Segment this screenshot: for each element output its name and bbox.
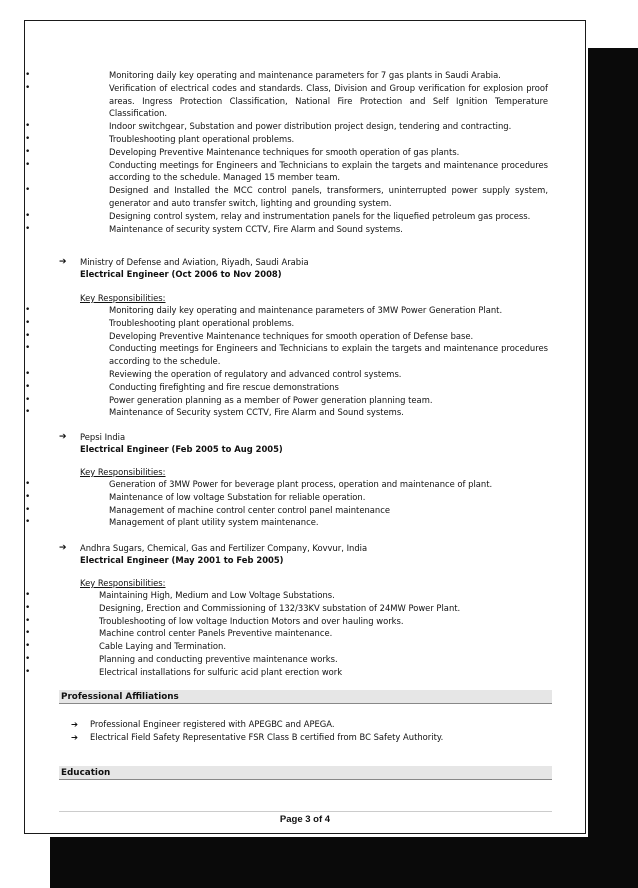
list-item: • Management of plant utility system maintenance. (25, 517, 319, 528)
list-item: • Maintenance of Security system CCTV, Fire Alarm and Sound systems. (25, 407, 404, 418)
list-item: • Verification of electrical codes and standards. Class, Division and Group verification for explosion proof areas. Ingress Protection Classification, National Fire Protection and Self Ignition Temperature Classification. (25, 82, 548, 119)
bullet-icon: • (25, 223, 31, 234)
footer-divider (59, 811, 552, 812)
responsibilities-list (25, 589, 585, 679)
bullet-icon: • (25, 70, 31, 80)
bullet-icon: • (25, 317, 31, 328)
job-title: Electrical Engineer (May 2001 to Feb 2005) (80, 555, 284, 565)
list-item: • Designing, Erection and Commissioning of 132/33KV substation of 24MW Power Plant. (25, 602, 461, 613)
list-item: • Generation of 3MW Power for beverage plant process, operation and maintenance of plant. (25, 479, 493, 489)
list-item: • Troubleshooting plant operational problems. (25, 317, 295, 328)
bullet-icon: • (25, 628, 31, 639)
continued-responsibilities-list (25, 69, 585, 235)
arrow-icon: ➔ (59, 257, 67, 267)
list-item: • Conducting meetings for Engineers and Technicians to explain the targets and maintenance procedures according to the schedule. (25, 343, 548, 367)
list-item: • Monitoring daily key operating and maintenance parameters of 3MW Power Generation Plant. (25, 305, 503, 315)
responsibilities-list (25, 304, 585, 419)
list-item: • Power generation planning as a member of Power generation planning team. (25, 394, 433, 405)
section-header-education: Education (59, 766, 552, 780)
page-number: Page 3 of 4 (279, 814, 331, 825)
bullet-icon: • (25, 330, 31, 341)
bullet-icon: • (25, 666, 31, 677)
bullet-icon: • (25, 133, 31, 144)
page-shadow-bottom (50, 837, 638, 888)
list-item: • Maintenance of low voltage Substation for reliable operation. (25, 491, 366, 502)
bullet-icon: • (25, 381, 31, 392)
employer-name: Pepsi India (80, 432, 126, 442)
bullet-icon: • (25, 121, 31, 132)
page-shadow-right (588, 48, 638, 888)
bullet-icon: • (25, 590, 31, 600)
employer-name: Andhra Sugars, Chemical, Gas and Fertilizer Company, Kovvur, India (80, 543, 368, 553)
bullet-icon: • (25, 185, 31, 196)
list-item: • Conducting meetings for Engineers and Technicians to explain the targets and maintenance procedures according to the schedule. Managed 15 member team. (25, 159, 548, 183)
job-title: Electrical Engineer (Oct 2006 to Nov 2008) (80, 269, 282, 279)
bullet-icon: • (25, 504, 31, 515)
section-header-affiliations: Professional Affiliations (59, 690, 552, 704)
key-responsibilities-label: Key Responsibilities: (80, 293, 166, 303)
bullet-icon: • (25, 517, 31, 528)
bullet-icon: • (25, 305, 31, 315)
arrow-icon: ➔ (71, 732, 79, 742)
arrow-icon: ➔ (71, 719, 79, 729)
bullet-icon: • (25, 479, 31, 489)
list-item: • Planning and conducting preventive maintenance works. (25, 653, 338, 664)
list-item: • Machine control center Panels Preventive maintenance. (25, 628, 333, 639)
list-item: • Cable Laying and Termination. (25, 641, 226, 652)
list-item: • Troubleshooting plant operational problems. (25, 133, 295, 144)
arrow-icon: ➔ (59, 543, 67, 553)
affiliations-list (25, 718, 585, 744)
bullet-icon: • (25, 146, 31, 157)
list-item: ➔ Professional Engineer registered with APEGBC and APEGA. (71, 719, 335, 729)
bullet-icon: • (25, 394, 31, 405)
list-item: • Reviewing the operation of regulatory and advanced control systems. (25, 368, 402, 379)
list-item: • Developing Preventive Maintenance techniques for smooth operation of gas plants. (25, 146, 460, 157)
bullet-icon: • (25, 615, 31, 626)
key-responsibilities-label: Key Responsibilities: (80, 578, 166, 588)
list-item: • Conducting firefighting and fire rescue demonstrations (25, 381, 339, 392)
bullet-icon: • (25, 210, 31, 221)
job-title: Electrical Engineer (Feb 2005 to Aug 2005) (80, 444, 283, 454)
list-item: • Indoor switchgear, Substation and power distribution project design, tendering and contracting. (25, 121, 512, 132)
list-item: • Electrical installations for sulfuric acid plant erection work (25, 666, 343, 677)
key-responsibilities-label: Key Responsibilities: (80, 467, 166, 477)
responsibilities-list (25, 478, 585, 529)
list-item: • Maintaining High, Medium and Low Voltage Substations. (25, 590, 335, 600)
bullet-icon: • (25, 602, 31, 613)
list-item: • Monitoring daily key operating and maintenance parameters for 7 gas plants in Saudi Arabia. (25, 70, 501, 80)
employer-name: Ministry of Defense and Aviation, Riyadh, Saudi Arabia (80, 257, 309, 267)
bullet-icon: • (25, 343, 31, 354)
list-item: • Designed and Installed the MCC control panels, transformers, uninterrupted power supply system, generator and auto transfer switch, lighting and grounding system. (25, 185, 548, 208)
arrow-icon: ➔ (59, 432, 67, 442)
list-item: • Maintenance of security system CCTV, Fire Alarm and Sound systems. (25, 223, 403, 234)
bullet-icon: • (25, 491, 31, 502)
list-item: ➔ Electrical Field Safety Representative FSR Class B certified from BC Safety Authority. (71, 732, 444, 742)
document-page (24, 20, 586, 834)
bullet-icon: • (25, 368, 31, 379)
bullet-icon: • (25, 407, 31, 418)
bullet-icon: • (25, 159, 31, 170)
bullet-icon: • (25, 82, 31, 93)
list-item: • Designing control system, relay and instrumentation panels for the liquefied petroleum gas process. (25, 210, 531, 221)
list-item: • Troubleshooting of low voltage Induction Motors and over hauling works. (25, 615, 404, 626)
list-item: • Developing Preventive Maintenance techniques for smooth operation of Defense base. (25, 330, 474, 341)
list-item: • Management of machine control center control panel maintenance (25, 504, 390, 515)
bullet-icon: • (25, 653, 31, 664)
bullet-icon: • (25, 641, 31, 652)
